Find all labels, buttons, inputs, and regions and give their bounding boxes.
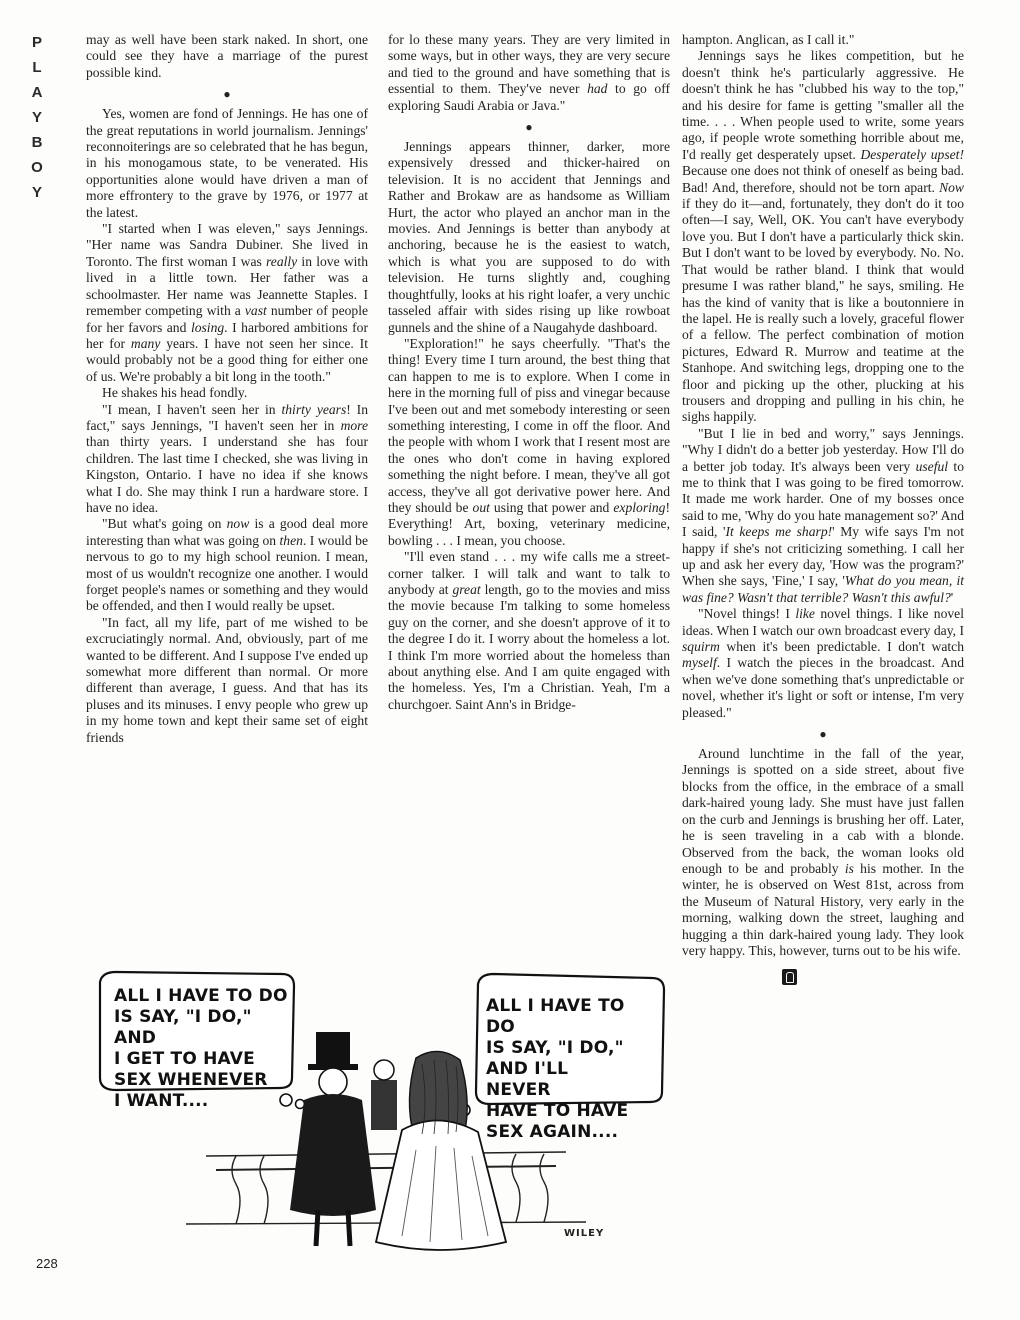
masthead-letter: A [31,84,43,101]
paragraph: Jennings says he likes competition, but he doesn't think he's particularly aggressive. He doesn't think he has "clubbed his way to the top," and his desire for fame is getting "smaller all the time. . . . When people used to write, some years ago, if people wrote something horrible about me, I'd really get desperately upset. Desperately upset! Because one does not think of oneself as being bad. Bad! And, therefore, should not be torn apart. Now if they do it—and, fortunately, they don't do it too often—I say, Well, OK. You can't have everybody love you. But I don't have a particularly thick skin. But I don't want to be loved by everybody. No. No. That would be rather bland. I think that would presume I was rather bland," he says, smiling. He has the kind of vanity that is like a boutonniere in the lapel. He is really such a lovely, graceful flower of a fellow. The perfect combination of motion pictures, Edward R. Murrow and teatime at the Stanhope. And switching legs, dropping one to the floor and picking up the other, plucking at his trousers and dropping and pulling in his chin, he sighs happily. [682,48,964,425]
bubble-line: HAVE TO HAVE [486,1101,629,1121]
speech-bubble-left-text [114,986,294,1112]
paragraph: "Exploration!" he says cheerfully. "That's the thing! Every time I turn around, the best thing that can happen to me is to explore. When I come in here in the morning full of piss and vinegar because I've been out and met somebody interesting or seen something interesting, I come in off the floor. And the people with whom I work that I resent most are the ones who don't come in having explored something the night before. I mean, they've all got access, they've all got derivative power here. And they should be out using that power and exploring! Everything! Art, boxing, veterinary medicine, bowling . . . I mean, you choose. [388,335,670,548]
end-mark-icon [782,969,797,985]
section-separator [682,727,964,741]
section-separator [388,120,670,134]
cartoon [86,960,670,1260]
bubble-line: IS SAY, "I DO," [486,1038,624,1058]
paragraph: Jennings appears thinner, darker, more expensively dressed and thicker-haired on television. It is no accident that Jennings and Rather and Brokaw are as handsome as William Hurt, the actor who played an anchor man in the movies. And Jennings is better than anybody at anchoring, because he is the easiest to watch, which is what you are supposed to do with television. He turns slightly and, coughing thoughtfully, looks at his right loafer, a very unchic tasseled affair with sides rising up like rowboat gunnels and the shine of a Naugahyde dashboard. [388,139,670,335]
paragraph: hampton. Anglican, as I call it." [682,32,855,47]
article-column-2 [388,32,670,952]
bubble-line: I WANT.... [114,1091,209,1111]
paragraph: Yes, women are fond of Jennings. He has one of the great reputations in world journalism. Jennings' reconnoiterings are so celebrated that he has begun, in his monogamous state, to be venerated. His opportunities alone would have driven a man of more effrontery to the grave by 1976, or 1977 at the latest. [86,106,368,220]
masthead-letter: B [31,134,43,151]
bubble-line: SEX AGAIN.... [486,1122,619,1142]
paragraph: "I'll even stand . . . my wife calls me a street-corner talker. I will talk and want to talk to anybody at great length, go to the movies and miss the movie because I'm talking to some homeless guy on the corner, and she doesn't approve of it to the degree I do it. I worry about the homeless a lot. I think I'm more worried about the homeless than about anything else. And I am quite engaged with the homeless. Yes, I'm a Christian. Yeah, I'm a churchgoer. Saint Ann's in Bridge- [388,549,670,712]
masthead-letter: Y [31,184,42,201]
page-number: 228 [36,1256,58,1271]
article-column-3 [682,32,964,1292]
section-separator [86,87,368,101]
paragraph: Around lunchtime in the fall of the year, Jennings is spotted on a side street, about five blocks from the office, in the embrace of a small dark-haired young lady. She must have just fallen on the curb and Jennings is brushing her off. Later, he is seen traveling in a cab with a blonde. Observed from the back, the woman looks old enough to be and probably is his mother. In the winter, he is observed on West 81st, across from the Museum of Natural History, very early in the morning, walking down the street, laughing and hugging a thin dark-haired young lady. They look very happy. This, however, turns out to be his wife. [682,746,964,958]
masthead-letter: Y [31,109,42,126]
bubble-line: AND I'LL NEVER [486,1059,569,1100]
bubble-line: ALL I HAVE TO DO [114,986,288,1006]
article-column-1 [86,32,368,952]
bubble-line: IS SAY, "I DO," AND [114,1007,252,1048]
paragraph: "But what's going on now is a good deal more interesting than what was going on then. I would be nervous to go to my high school reunion. I mean, most of us wouldn't recognize one another. I would forget people's names or something and they would be offended, and then I would really be upset. [86,516,368,614]
paragraph: "In fact, all my life, part of me wished to be excruciatingly normal. And, obviously, part of me wanted to be different. And I suppose I've ended up somewhat more different than normal. Or more different than average, I guess. And that has its pluses and its minuses. I envy people who grew up in my home town and kept their same set of eight friends [86,614,368,745]
speech-bubble-right-text [486,996,636,1143]
paragraph: "But I lie in bed and worry," says Jennings. "Why I didn't do a better job yesterday. How I'll do a better job today. It's always been very useful to me to think that I was going to be fired tomorrow. It made me work harder. One of my bosses once said to me, 'Why do you hate management so?' And I said, 'It keeps me sharp!' My wife says I'm not happy if she's not criticizing something. I call her up and ask her every day, 'How was the program?' When she says, 'Fine,' I say, 'What do you mean, it was fine? Wasn't that terrible? Wasn't this awful?' [682,425,964,605]
masthead-letter: P [31,34,42,51]
paragraph: He shakes his head fondly. [102,385,248,401]
bubble-line: I GET TO HAVE [114,1049,255,1069]
paragraph: "I mean, I haven't seen her in thirty years! In fact," says Jennings, "I haven't seen her in more than thirty years. I understand she has four children. The last time I checked, she was living in Kingston, Ontario. I have no idea if she knows what I do. She may think I run a hardware store. I have no idea. [86,401,368,515]
masthead [26,30,48,205]
paragraph: "I started when I was eleven," says Jennings. "Her name was Sandra Dubiner. She lived in Toronto. The first woman I was really in love with lived in a little town. Her father was a schoolmaster. Her name was Jeannette Staples. I remember competing with a vast number of people for her favors and losing. I harbored ambitions for her for many years. I have not seen her since. It would probably not be a good thing for either one of us. We're probably a bit long in the tooth." [86,221,368,384]
cartoon-signature: WILEY [564,1228,605,1239]
paragraph: may as well have been stark naked. In short, one could see they have a marriage of the purest possible kind. [86,32,368,80]
masthead-letter: L [32,59,42,76]
bubble-line: SEX WHENEVER [114,1070,268,1090]
paragraph: for lo these many years. They are very limited in some ways, but in other ways, they are very secure and tied to the ground and have something that is essential to them. They've never had to go off exploring Saudi Arabia or Java." [388,32,670,113]
masthead-letter: O [31,159,43,176]
bubble-line: ALL I HAVE TO DO [486,996,625,1037]
paragraph: "Novel things! I like novel things. I like novel ideas. When I watch our own broadcast every day, I squirm when it's been predictable. I don't watch myself. I watch the pieces in the broadcast. And when we've done something that's unpredictable or novel, whether it's light or soft or intense, I'm very pleased." [682,606,964,720]
